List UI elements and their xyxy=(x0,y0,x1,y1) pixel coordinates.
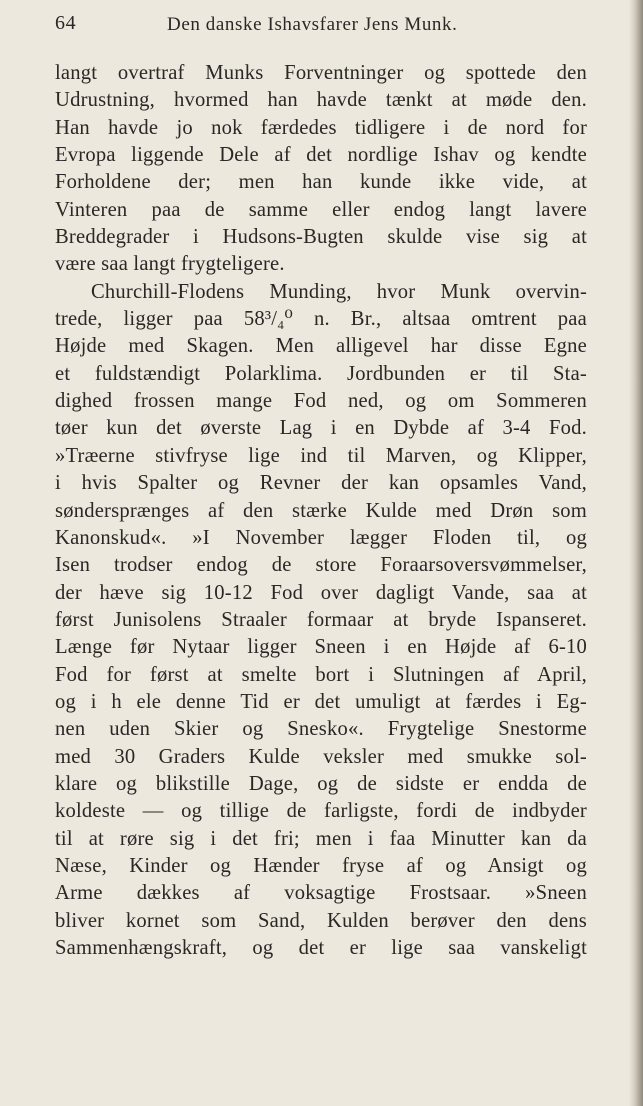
text-line: dighed frossen mange Fod ned, og om Sommeren xyxy=(55,390,587,413)
text-line: trede, ligger paa 58³/₄⁰ n. Br., altsaa omtrent paa xyxy=(55,308,587,331)
text-line: med 30 Graders Kulde veksler med smukke sol- xyxy=(55,745,587,768)
page-header xyxy=(55,12,615,42)
text-line: nen uden Skier og Snesko«. Frygtelige Snestorme xyxy=(55,718,587,741)
text-line: være saa langt frygteligere. xyxy=(55,253,285,276)
text-line: klare og blikstille Dage, og de sidste er endda de xyxy=(55,772,587,795)
text-line: søndersprænges af den stærke Kulde med Drøn som xyxy=(55,499,587,522)
text-line: Breddegrader i Hudsons-Bugten skulde vise sig at xyxy=(55,226,587,249)
text-line: et fuldstændigt Polarklima. Jordbunden er til Sta- xyxy=(55,362,587,385)
text-line: koldeste — og tillige de farligste, fordi de indbyder xyxy=(55,800,587,823)
text-line: Vinteren paa de samme eller endog langt lavere xyxy=(55,198,587,221)
text-line: Evropa liggende Dele af det nordlige Ishav og kendte xyxy=(55,144,587,167)
text-line: Længe før Nytaar ligger Sneen i en Højde af 6-10 xyxy=(55,636,587,659)
text-line: Isen trodser endog de store Foraarsoversvømmelser, xyxy=(55,554,587,577)
body-text xyxy=(55,60,587,962)
text-line: Han havde jo nok færdedes tidligere i de nord for xyxy=(55,116,587,139)
text-line: »Træerne stivfryse lige ind til Marven, og Klipper, xyxy=(55,444,587,467)
text-line: Arme dækkes af voksagtige Frostsaar. »Sneen xyxy=(55,882,587,905)
page-number: 64 xyxy=(55,12,77,34)
text-line: bliver kornet som Sand, Kulden berøver den dens xyxy=(55,909,587,932)
text-line: i hvis Spalter og Revner der kan opsamles Vand, xyxy=(55,472,587,495)
text-line: Forholdene der; men han kunde ikke vide, at xyxy=(55,171,587,194)
text-line: tøer kun det øverste Lag i en Dybde af 3-4 Fod. xyxy=(55,417,587,440)
text-line: Næse, Kinder og Hænder fryse af og Ansigt og xyxy=(55,854,587,877)
text-line: til at røre sig i det fri; men i faa Minutter kan da xyxy=(55,827,587,850)
spine-shadow xyxy=(629,0,643,1106)
text-line: Kanonskud«. »I November lægger Floden til, og xyxy=(55,526,587,549)
text-line: og i h ele denne Tid er det umuligt at færdes i Eg- xyxy=(55,690,587,713)
text-line: der hæve sig 10-12 Fod over dagligt Vande, saa at xyxy=(55,581,587,604)
text-line: Højde med Skagen. Men alligevel har disse Egne xyxy=(55,335,587,358)
text-line: langt overtraf Munks Forventninger og spottede den xyxy=(55,62,587,84)
text-line: først Junisolens Straaler formaar at bryde Ispanseret. xyxy=(55,608,587,631)
running-title: Den danske Ishavsfarer Jens Munk. xyxy=(167,14,458,35)
text-line: Udrustning, hvormed han havde tænkt at møde den. xyxy=(55,89,587,112)
text-line: Sammenhængskraft, og det er lige saa vanskeligt xyxy=(55,937,587,959)
text-line: Fod for først at smelte bort i Slutningen af April, xyxy=(55,663,587,686)
text-line: Churchill-Flodens Munding, hvor Munk overvin- xyxy=(91,280,587,303)
